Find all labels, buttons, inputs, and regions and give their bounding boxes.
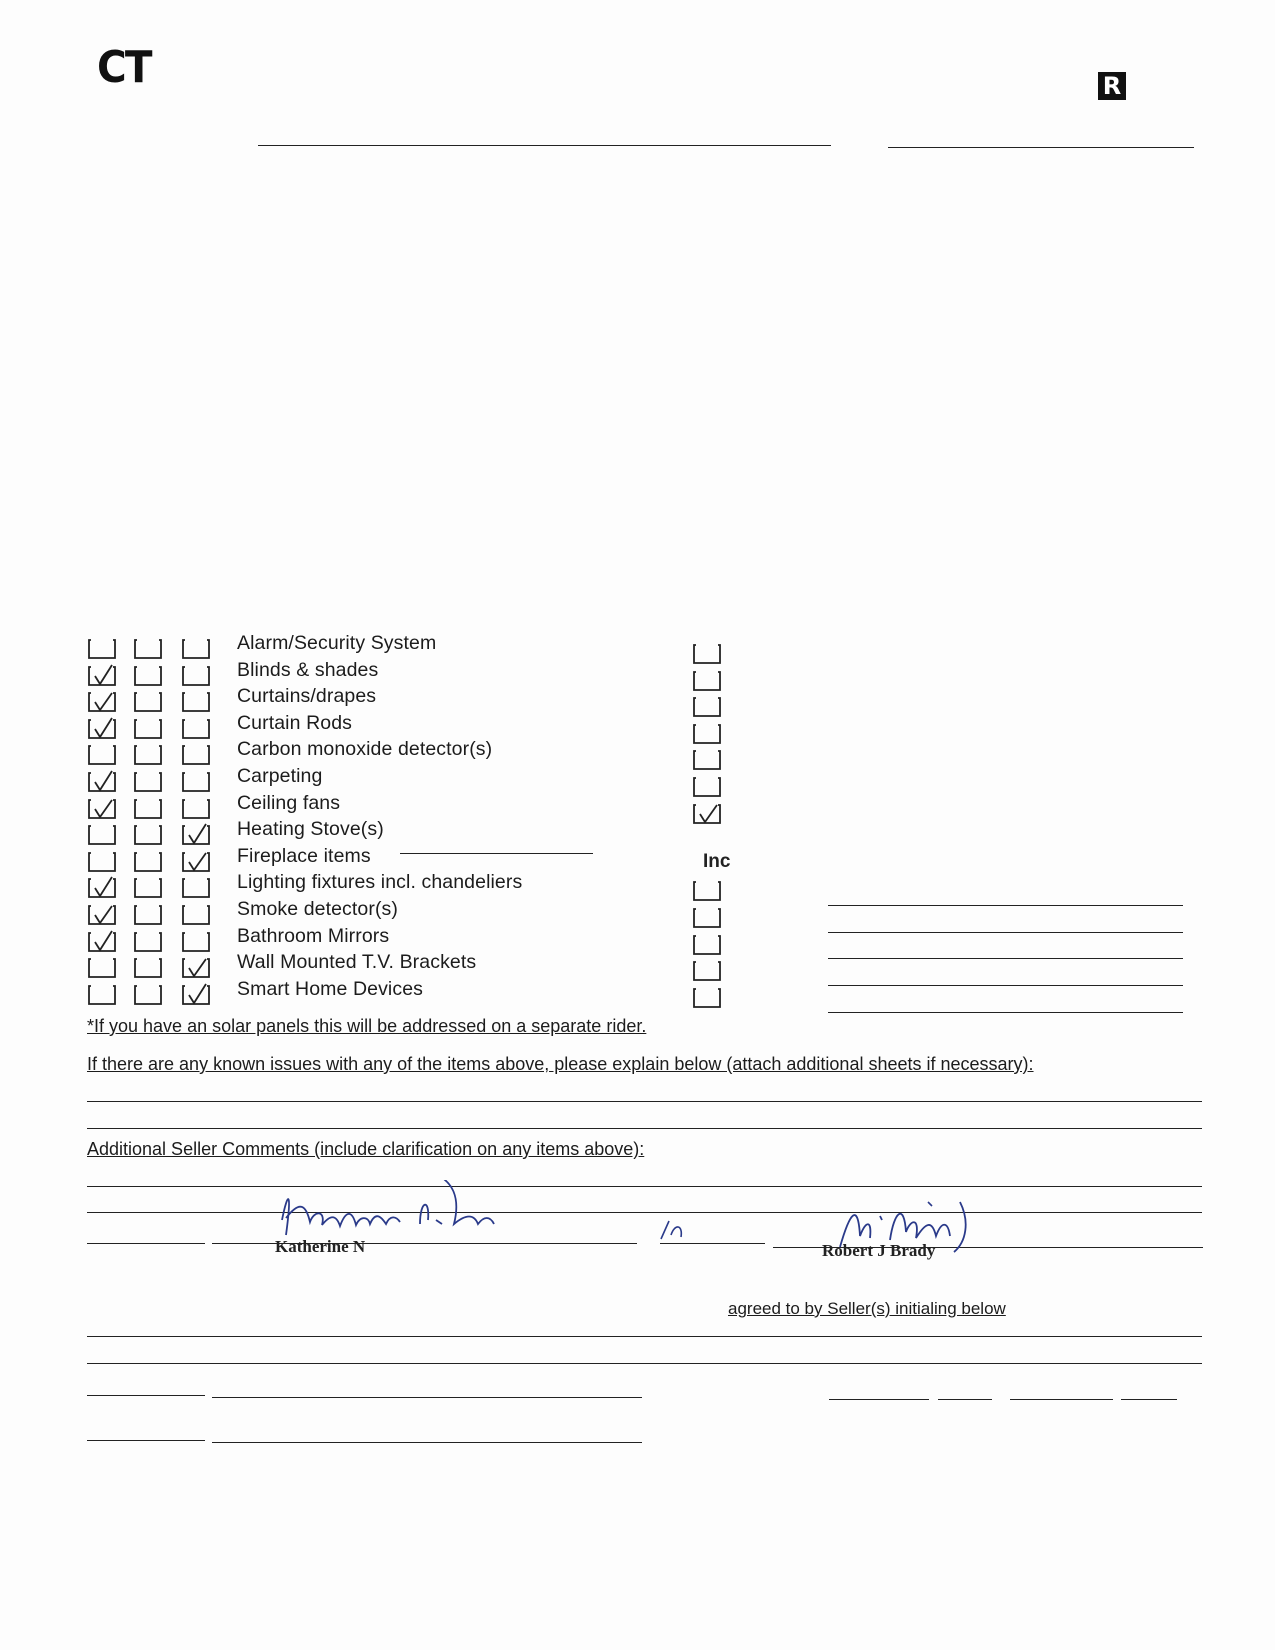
item-4-inc-checkbox[interactable] bbox=[692, 748, 722, 768]
check-mark-icon bbox=[95, 665, 112, 684]
initial-line-4[interactable] bbox=[1121, 1399, 1177, 1400]
issues-line-2[interactable] bbox=[87, 1128, 1202, 1129]
item-0-inc-checkbox[interactable] bbox=[692, 642, 722, 662]
item-3-checkbox-2[interactable] bbox=[133, 717, 163, 737]
check-mark-icon bbox=[95, 877, 112, 896]
sig-line-a bbox=[87, 1243, 205, 1244]
header-line-left bbox=[258, 145, 831, 146]
seller1-name: Katherine N bbox=[275, 1237, 366, 1256]
item-12-checkbox-1[interactable] bbox=[87, 956, 117, 976]
item-label: Lighting fixtures incl. chandeliers bbox=[237, 871, 523, 893]
item-5-inc-checkbox[interactable] bbox=[692, 775, 722, 795]
item-10-inc-checkbox[interactable] bbox=[692, 906, 722, 926]
check-mark-icon bbox=[189, 824, 206, 843]
ct-logo: CT bbox=[97, 42, 151, 93]
item-3-inc-checkbox[interactable] bbox=[692, 722, 722, 742]
comments-line-1[interactable] bbox=[87, 1186, 1202, 1187]
item-1-checkbox-1[interactable] bbox=[87, 664, 117, 684]
item-0-checkbox-1[interactable] bbox=[87, 637, 117, 657]
initial-line-2[interactable] bbox=[938, 1399, 992, 1400]
item-8-checkbox-1[interactable] bbox=[87, 850, 117, 870]
item-9-inc-checkbox[interactable] bbox=[692, 879, 722, 899]
item-6-checkbox-3[interactable] bbox=[181, 797, 211, 817]
check-mark-icon bbox=[95, 771, 112, 790]
item-label: Smart Home Devices bbox=[237, 978, 424, 1000]
item-label: Curtain Rods bbox=[237, 712, 353, 734]
item-4-checkbox-2[interactable] bbox=[133, 743, 163, 763]
check-mark-icon bbox=[95, 906, 112, 923]
agreed-note: agreed to by Seller(s) initialing below bbox=[728, 1299, 1006, 1318]
item-3-checkbox-1[interactable] bbox=[87, 717, 117, 737]
check-mark-icon bbox=[189, 853, 206, 870]
item-1-checkbox-2[interactable] bbox=[133, 664, 163, 684]
issues-note: If there are any known issues with any of the items above, please explain below (attach additional sheets if necessary): bbox=[87, 1054, 1034, 1074]
solar-note: *If you have an solar panels this will be addressed on a separate rider. bbox=[87, 1016, 647, 1036]
item-10-checkbox-1[interactable] bbox=[87, 903, 117, 923]
item-11-checkbox-1[interactable] bbox=[87, 930, 117, 950]
item-6-checkbox-2[interactable] bbox=[133, 797, 163, 817]
item-1-checkbox-3[interactable] bbox=[181, 664, 211, 684]
item-5-checkbox-3[interactable] bbox=[181, 770, 211, 790]
item-9-checkbox-3[interactable] bbox=[181, 876, 211, 896]
item-label: Carpeting bbox=[237, 765, 323, 787]
right-line-3 bbox=[828, 958, 1183, 959]
item-1-inc-checkbox[interactable] bbox=[692, 669, 722, 689]
check-mark-icon bbox=[189, 959, 206, 976]
item-6-checkbox-1[interactable] bbox=[87, 797, 117, 817]
item-label: Curtains/drapes bbox=[237, 685, 377, 707]
item-label: Blinds & shades bbox=[237, 659, 379, 681]
item-7-checkbox-1[interactable] bbox=[87, 823, 117, 843]
item-label: Bathroom Mirrors bbox=[237, 925, 390, 947]
item-label: Ceiling fans bbox=[237, 792, 341, 814]
right-line-4 bbox=[828, 985, 1183, 986]
item-label: Alarm/Security System bbox=[237, 632, 437, 654]
item-12-checkbox-3[interactable] bbox=[181, 956, 211, 976]
item-5-checkbox-1[interactable] bbox=[87, 770, 117, 790]
heating-stove-line bbox=[400, 853, 593, 854]
item-11-checkbox-3[interactable] bbox=[181, 930, 211, 950]
bottom-sig-line-d[interactable] bbox=[212, 1442, 642, 1443]
realtor-logo-icon: R bbox=[1098, 72, 1126, 100]
bottom-sig-line-b[interactable] bbox=[212, 1397, 642, 1398]
item-label: Carbon monoxide detector(s) bbox=[237, 738, 493, 760]
item-2-inc-checkbox[interactable] bbox=[692, 695, 722, 715]
issues-line-1[interactable] bbox=[87, 1101, 1202, 1102]
right-line-2 bbox=[828, 932, 1183, 933]
item-10-checkbox-2[interactable] bbox=[133, 903, 163, 923]
comments-note: Additional Seller Comments (include clarification on any items above): bbox=[87, 1139, 645, 1159]
item-label: Heating Stove(s) bbox=[237, 818, 384, 840]
item-5-checkbox-2[interactable] bbox=[133, 770, 163, 790]
item-7-checkbox-3[interactable] bbox=[181, 823, 211, 843]
header-line-right bbox=[888, 147, 1194, 148]
check-mark-icon bbox=[95, 693, 112, 710]
bottom-sig-line-c bbox=[87, 1440, 205, 1441]
check-mark-icon bbox=[700, 805, 717, 822]
item-13-inc-checkbox[interactable] bbox=[692, 986, 722, 1006]
item-0-checkbox-2[interactable] bbox=[133, 637, 163, 657]
initial-line-1[interactable] bbox=[829, 1399, 929, 1400]
item-13-checkbox-2[interactable] bbox=[133, 983, 163, 1003]
item-4-checkbox-3[interactable] bbox=[181, 743, 211, 763]
inc-column-label: Inc bbox=[703, 851, 731, 872]
seller2-name: Robert J Brady bbox=[822, 1241, 936, 1260]
item-11-inc-checkbox[interactable] bbox=[692, 933, 722, 953]
bottom-line-1[interactable] bbox=[87, 1336, 1202, 1337]
item-2-checkbox-3[interactable] bbox=[181, 690, 211, 710]
date-initials bbox=[655, 1215, 695, 1245]
check-mark-icon bbox=[95, 800, 112, 817]
item-7-checkbox-2[interactable] bbox=[133, 823, 163, 843]
check-mark-icon bbox=[189, 984, 206, 1003]
item-8-checkbox-2[interactable] bbox=[133, 850, 163, 870]
item-2-checkbox-2[interactable] bbox=[133, 690, 163, 710]
right-line-1 bbox=[828, 905, 1183, 906]
item-0-checkbox-3[interactable] bbox=[181, 637, 211, 657]
item-label: Wall Mounted T.V. Brackets bbox=[237, 951, 477, 973]
initial-line-3[interactable] bbox=[1010, 1399, 1113, 1400]
check-mark-icon bbox=[95, 718, 112, 737]
comments-line-2[interactable] bbox=[87, 1212, 1202, 1213]
item-4-checkbox-1[interactable] bbox=[87, 743, 117, 763]
item-label: Smoke detector(s) bbox=[237, 898, 399, 920]
bottom-line-2[interactable] bbox=[87, 1363, 1202, 1364]
item-11-checkbox-2[interactable] bbox=[133, 930, 163, 950]
item-2-checkbox-1[interactable] bbox=[87, 690, 117, 710]
item-13-checkbox-1[interactable] bbox=[87, 983, 117, 1003]
item-12-checkbox-2[interactable] bbox=[133, 956, 163, 976]
item-3-checkbox-3[interactable] bbox=[181, 717, 211, 737]
item-8-checkbox-3[interactable] bbox=[181, 850, 211, 870]
item-9-checkbox-1[interactable] bbox=[87, 876, 117, 896]
item-10-checkbox-3[interactable] bbox=[181, 903, 211, 923]
item-13-checkbox-3[interactable] bbox=[181, 983, 211, 1003]
item-label: Fireplace items bbox=[237, 845, 371, 867]
right-line-5 bbox=[828, 1012, 1183, 1013]
item-9-checkbox-2[interactable] bbox=[133, 876, 163, 896]
check-mark-icon bbox=[95, 931, 112, 950]
bottom-sig-line-a bbox=[87, 1395, 205, 1396]
item-6-inc-checkbox[interactable] bbox=[692, 802, 722, 822]
item-12-inc-checkbox[interactable] bbox=[692, 959, 722, 979]
